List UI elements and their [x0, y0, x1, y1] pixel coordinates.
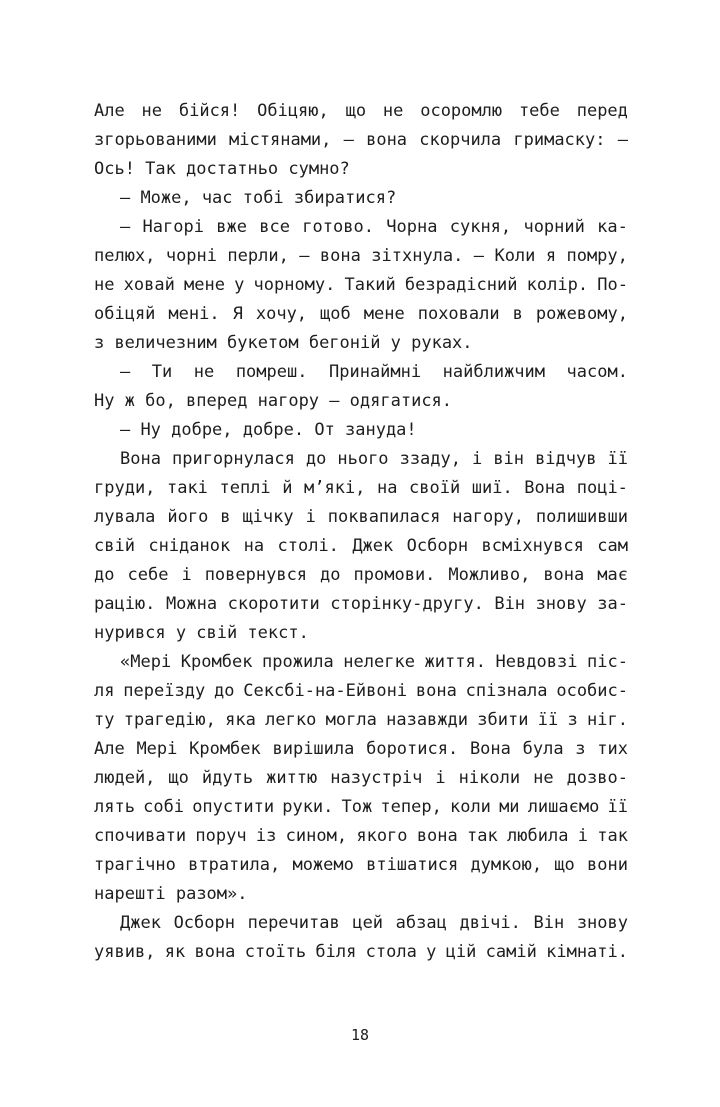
word: чорний: [523, 217, 585, 237]
word: величезним: [114, 333, 217, 353]
word: до: [320, 565, 341, 585]
word: мене: [363, 304, 405, 324]
word: він: [493, 449, 525, 469]
word: поці-: [576, 478, 628, 498]
word: колір.: [526, 275, 589, 295]
word: лувала: [94, 507, 156, 527]
word: у: [234, 275, 245, 295]
word: Осборн: [173, 913, 235, 933]
text-line: [94, 648, 628, 677]
word: піс-: [587, 652, 628, 672]
word: вони: [587, 855, 628, 875]
word: —: [343, 130, 354, 150]
text-line: [94, 793, 628, 822]
word: нелегке: [343, 652, 415, 672]
word: нагору,: [452, 507, 524, 527]
text-line: [94, 590, 628, 619]
word: сторінку-другу.: [330, 594, 484, 614]
word: Можливо,: [448, 565, 531, 585]
word: двічі.: [459, 913, 521, 933]
word: Тож: [341, 797, 373, 817]
word: Ну: [140, 420, 161, 440]
word: бійся!: [178, 101, 241, 121]
word: знову: [576, 913, 628, 933]
word: Але: [94, 101, 125, 121]
word: яка: [225, 710, 256, 730]
word: самій: [485, 942, 537, 962]
word: вона: [543, 565, 585, 585]
word: сніданок: [148, 536, 231, 556]
word: за-: [597, 594, 628, 614]
word: ховай: [123, 275, 175, 295]
word: перечитав: [247, 913, 340, 933]
word: до: [214, 681, 235, 701]
word: коли: [449, 797, 491, 817]
word: зануда!: [345, 420, 417, 440]
word: Може,: [140, 188, 192, 208]
word: все: [259, 217, 290, 237]
word: її: [607, 797, 628, 817]
word: вирішила: [272, 739, 355, 759]
word: ніг.: [587, 710, 628, 730]
word: своїй: [409, 478, 461, 498]
text-line: [94, 155, 628, 184]
word: Принаймні: [329, 362, 422, 382]
word: вона: [319, 246, 361, 266]
word: вона: [415, 681, 457, 701]
word: тих: [597, 739, 628, 759]
word: не: [382, 101, 404, 121]
word: так: [467, 826, 498, 846]
word: на: [243, 536, 265, 556]
word: вже: [216, 217, 247, 237]
text-line: [94, 416, 628, 445]
word: боротися.: [366, 739, 459, 759]
word: текст.: [247, 623, 309, 643]
word: відчув: [535, 449, 597, 469]
word: кімнаті.: [546, 942, 628, 962]
word: сумно?: [288, 159, 350, 179]
word: у: [426, 942, 437, 962]
word: трагедію,: [123, 710, 216, 730]
word: тепер,: [380, 797, 442, 817]
word: ка-: [597, 217, 628, 237]
word: разом».: [175, 884, 248, 904]
word: не: [533, 768, 554, 788]
word: бо,: [145, 391, 176, 411]
word: Вона: [524, 478, 566, 498]
word: людей,: [94, 768, 156, 788]
word: Я: [232, 304, 243, 324]
word: Але: [94, 739, 125, 759]
word: опустити: [192, 797, 275, 817]
word: і: [472, 449, 483, 469]
word: гримаску:: [513, 130, 606, 150]
word: нарешті: [94, 884, 166, 904]
text-line: [94, 387, 628, 416]
word: столі.: [277, 536, 339, 556]
word: вона: [366, 130, 408, 150]
word: По-: [597, 275, 628, 295]
word: стола: [365, 942, 417, 962]
word: як: [164, 942, 186, 962]
word: помреш.: [235, 362, 308, 382]
word: можемо: [292, 855, 354, 875]
word: з: [575, 739, 586, 759]
word: Такий: [344, 275, 396, 295]
word: перли,: [227, 246, 289, 266]
word: мені.: [168, 304, 220, 324]
word: нурився: [94, 623, 166, 643]
word: рожевому,: [535, 304, 628, 324]
word: уявив,: [94, 942, 156, 962]
word: Джек: [352, 536, 394, 556]
word: достатньо: [186, 159, 279, 179]
word: ззаду,: [399, 449, 461, 469]
word: Ось!: [94, 159, 135, 179]
word: абзац: [395, 913, 447, 933]
word: готово.: [302, 217, 374, 237]
text-line: [94, 677, 628, 706]
word: любила: [507, 826, 569, 846]
word: вона: [194, 942, 236, 962]
word: лять: [94, 797, 135, 817]
text-line: [94, 735, 628, 764]
word: тобі: [242, 188, 284, 208]
word: якого: [356, 826, 408, 846]
word: поховали: [417, 304, 500, 324]
word: скорчила: [419, 130, 502, 150]
word: втішатися: [366, 855, 459, 875]
word: —: [120, 188, 131, 208]
word: бегоній: [308, 333, 381, 353]
word: легко: [265, 710, 317, 730]
word: з: [94, 333, 105, 353]
word: Мері: [136, 739, 178, 759]
word: так: [597, 826, 628, 846]
word: трагічно: [94, 855, 176, 875]
word: на: [376, 478, 398, 498]
word: чорні: [165, 246, 218, 266]
word: щічку: [242, 507, 294, 527]
word: промови.: [353, 565, 436, 585]
word: безрадісний: [404, 275, 518, 295]
text-line: [94, 880, 628, 909]
text-line: [94, 619, 628, 648]
word: цій: [445, 942, 477, 962]
word: до: [94, 565, 115, 585]
word: Можна: [165, 594, 218, 614]
word: сам: [597, 536, 628, 556]
word: його: [167, 507, 209, 527]
word: із: [255, 826, 277, 846]
word: Вона: [120, 449, 161, 469]
word: осоромлю: [420, 101, 503, 121]
word: я: [545, 246, 557, 266]
word: ля: [94, 681, 115, 701]
word: такі: [166, 478, 208, 498]
word: букетом: [226, 333, 299, 353]
word: знову: [535, 594, 587, 614]
word: пригорнулася: [171, 449, 295, 469]
word: свій: [94, 536, 135, 556]
word: могла: [325, 710, 377, 730]
text-line: [94, 213, 628, 242]
word: і: [435, 768, 446, 788]
word: Обіцяю,: [257, 101, 329, 121]
text-line: [94, 561, 628, 590]
word: нього: [337, 449, 389, 469]
word: Ну: [94, 391, 115, 411]
word: була: [522, 739, 564, 759]
word: Вона: [469, 739, 511, 759]
text-line: [94, 126, 628, 155]
word: груди,: [94, 478, 156, 498]
word: її: [537, 710, 559, 730]
word: сукня,: [449, 217, 512, 237]
word: мене: [183, 275, 225, 295]
word: Осборн: [406, 536, 469, 556]
word: поквапилася: [327, 507, 441, 527]
word: лишаємо: [527, 797, 600, 817]
word: Сексбі-на-Ейвоні: [243, 681, 408, 701]
text-line: [94, 97, 628, 126]
word: тебе: [518, 101, 560, 121]
word: що: [554, 855, 575, 875]
text-line: [94, 474, 628, 503]
text-line: [94, 329, 628, 358]
word: повернувся: [204, 565, 308, 585]
word: теплі: [219, 478, 271, 498]
word: одягатися.: [349, 391, 453, 411]
word: думкою,: [470, 855, 543, 875]
word: її: [607, 449, 628, 469]
word: спізнала: [465, 681, 548, 701]
word: нагору: [257, 391, 320, 411]
body-text: [94, 97, 628, 967]
word: пелюх,: [94, 246, 156, 266]
word: Він: [533, 913, 565, 933]
word: добре.: [242, 420, 305, 440]
word: рацію.: [94, 594, 156, 614]
text-line: [94, 851, 628, 880]
word: переїзду: [123, 681, 206, 701]
word: ми: [499, 797, 520, 817]
text-line: [94, 909, 628, 938]
word: до: [305, 449, 327, 469]
text-line: [94, 764, 628, 793]
word: Він: [494, 594, 526, 614]
word: вона: [416, 826, 458, 846]
word: Нагорі: [142, 217, 204, 237]
page-number: 18: [350, 1026, 370, 1044]
word: всміхнувся: [481, 536, 584, 556]
word: Так: [145, 159, 176, 179]
text-line: [94, 706, 628, 735]
word: збити: [477, 710, 529, 730]
word: не: [94, 275, 115, 295]
word: прожила: [262, 652, 334, 672]
word: —: [617, 130, 628, 150]
word: —: [473, 246, 485, 266]
word: обіцяй: [94, 304, 156, 324]
word: Чорна: [386, 217, 438, 237]
word: біля: [315, 942, 357, 962]
word: щоб: [320, 304, 351, 324]
word: час: [201, 188, 233, 208]
word: не: [141, 101, 163, 121]
word: назустріч: [330, 768, 423, 788]
word: і: [181, 565, 192, 585]
text-line: [94, 938, 628, 967]
word: —: [299, 246, 310, 266]
word: хочу,: [255, 304, 308, 324]
word: йдуть: [201, 768, 254, 788]
word: ту: [94, 710, 115, 730]
word: і: [305, 507, 316, 527]
word: що: [168, 768, 189, 788]
word: —: [329, 391, 340, 411]
word: спочивати: [94, 826, 187, 846]
word: Невдовзі: [495, 652, 578, 672]
word: поруч: [195, 826, 247, 846]
text-line: [94, 822, 628, 851]
word: скоротити: [227, 594, 320, 614]
word: добре,: [171, 420, 233, 440]
word: часом.: [566, 362, 628, 382]
word: «Мері: [120, 652, 172, 672]
word: Ти: [151, 362, 173, 382]
word: помру,: [566, 246, 628, 266]
word: і: [577, 826, 588, 846]
word: в: [512, 304, 523, 324]
word: втратила,: [188, 855, 281, 875]
word: ж: [124, 391, 135, 411]
text-line: [94, 184, 628, 213]
word: має: [597, 565, 628, 585]
word: з: [567, 710, 578, 730]
word: шиї.: [471, 478, 513, 498]
word: чорному.: [253, 275, 336, 295]
word: стоїть: [244, 942, 307, 962]
word: життю: [266, 768, 318, 788]
word: перед: [576, 101, 628, 121]
word: найближчим: [442, 362, 546, 382]
word: себе: [127, 565, 169, 585]
word: Джек: [120, 913, 161, 933]
word: ніколи: [458, 768, 521, 788]
word: не: [193, 362, 215, 382]
word: згорьованими: [94, 130, 217, 150]
text-line: [94, 271, 628, 300]
word: у: [175, 623, 187, 643]
word: збиратися?: [293, 188, 397, 208]
word: вперед: [186, 391, 248, 411]
word: Коли: [494, 246, 536, 266]
text-line: [94, 503, 628, 532]
word: руки.: [282, 797, 334, 817]
word: особис-: [556, 681, 628, 701]
text-line: [94, 445, 628, 474]
word: містянами,: [229, 130, 332, 150]
word: —: [120, 420, 131, 440]
word: —: [120, 362, 131, 382]
word: в: [220, 507, 231, 527]
text-line: [94, 532, 628, 561]
word: полишивши: [535, 507, 628, 527]
word: що: [345, 101, 367, 121]
word: собі: [143, 797, 185, 817]
word: сином,: [285, 826, 348, 846]
word: Кромбек: [180, 652, 253, 672]
word: життя.: [424, 652, 486, 672]
word: свій: [196, 623, 238, 643]
word: —: [120, 217, 131, 237]
text-line: [94, 300, 628, 329]
word: руках.: [411, 333, 473, 353]
text-line: [94, 242, 628, 271]
word: цей: [352, 913, 384, 933]
word: Кромбек: [189, 739, 261, 759]
text-line: [94, 358, 628, 387]
word: й: [282, 478, 293, 498]
word: дозво-: [566, 768, 628, 788]
word: От: [314, 420, 335, 440]
word: у: [390, 333, 401, 353]
word: зітхнула.: [371, 246, 464, 266]
word: назавжди: [386, 710, 468, 730]
word: м’які,: [304, 478, 366, 498]
